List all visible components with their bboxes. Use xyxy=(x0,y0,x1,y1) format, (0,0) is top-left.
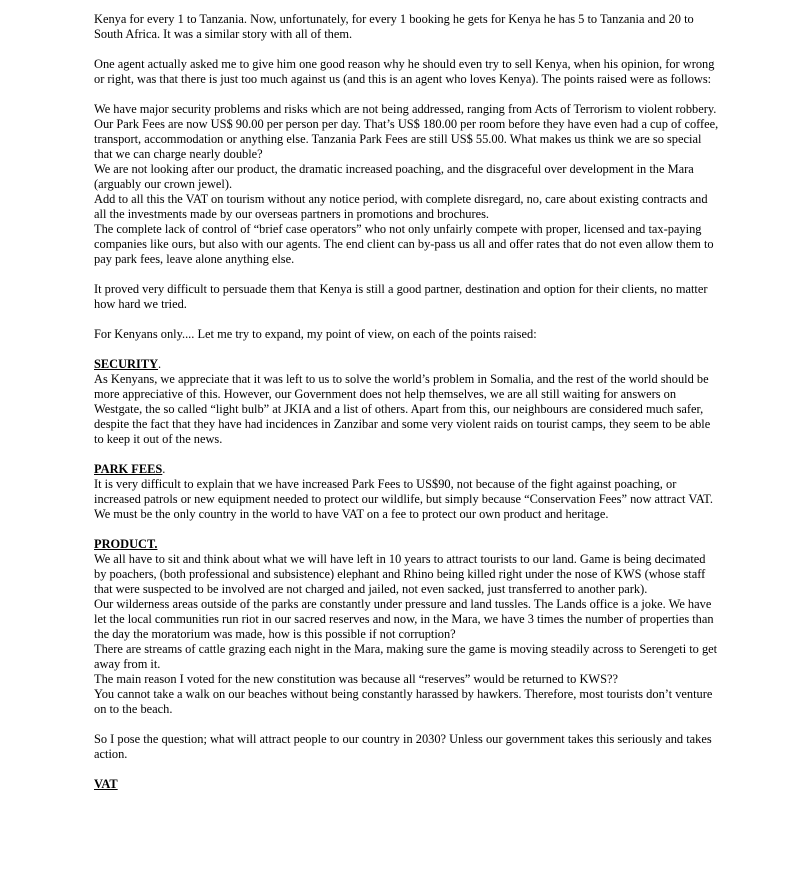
question-paragraph: So I pose the question; what will attract people to our country in 2030? Unless our government takes this seriously and takes action. xyxy=(94,732,712,761)
product-paragraph: We all have to sit and think about what we will have left in 10 years to attract tourists to our land. Game is being decimated by poachers, (both professional and subsistence) elephant and Rhino being killed right under the nose of KWS (whose staff that were suspected to be involved are not charged and jailed, not even sacked, just transferred to another park). xyxy=(94,552,706,596)
park-fees-section xyxy=(94,462,720,522)
security-heading-punct: . xyxy=(158,357,162,371)
point-security: We have major security problems and risks which are not being addressed, ranging from Acts of Terrorism to violent robbery. xyxy=(94,102,717,116)
vat-heading: VAT xyxy=(94,777,118,791)
product-paragraph: Our wilderness areas outside of the parks are constantly under pressure and land tussles. The Lands office is a joke. We have let the local communities run riot in our sacred reserves and now, in the Mara, we have 3 times the number of properties than the day the moratorium was made, how is this possible if not corruption? xyxy=(94,597,714,641)
security-heading-line xyxy=(94,357,720,372)
point-brief-case-operators: The complete lack of control of “brief case operators” who not only unfairly compete with proper, licensed and tax-paying companies like ours, but also with our agents. The end client can by-pass us all and offer rates that do not even allow them to pay park fees, leave alone anything else. xyxy=(94,222,714,266)
document-page xyxy=(94,12,720,792)
park-fees-heading: PARK FEES xyxy=(94,462,163,476)
park-fees-heading-line xyxy=(94,462,720,477)
product-paragraph: There are streams of cattle grazing each night in the Mara, making sure the game is moving steadily across to Serengeti to get away from it. xyxy=(94,642,718,671)
intro-paragraph-2: One agent actually asked me to give him one good reason why he should even try to sell Kenya, when his opinion, for wrong or right, was that there is just too much against us (and this is an agent who loves Kenya). The points raised were as follows: xyxy=(94,57,715,86)
vat-section xyxy=(94,777,720,792)
persuade-paragraph: It proved very difficult to persuade them that Kenya is still a good partner, destination and option for their clients, no matter how hard we tried. xyxy=(94,282,708,311)
product-section xyxy=(94,537,720,717)
kenyans-paragraph: For Kenyans only.... Let me try to expand, my point of view, on each of the points raised: xyxy=(94,327,537,341)
park-fees-text: It is very difficult to explain that we have increased Park Fees to US$90, not because of the fight against poaching, or increased patrols or new equipment needed to protect our wildlife, but simply because “Conservation Fees” now attract VAT. We must be the only country in the world to have VAT on a fee to protect our own product and heritage. xyxy=(94,477,714,521)
product-heading: PRODUCT. xyxy=(94,537,158,551)
security-section xyxy=(94,357,720,447)
security-text: As Kenyans, we appreciate that it was left to us to solve the world’s problem in Somalia, and the rest of the world should be more appreciative of this. However, our Government does not help themselves, we are all still waiting for answers on Westgate, the so called “light bulb” at JKIA and a list of others. Apart from this, our neighbours are considered much safer, despite the fact that they have had incidences in Zanzibar and some very violent raids on tourist camps, they seem to be able to keep it out of the news. xyxy=(94,372,711,446)
product-paragraph: You cannot take a walk on our beaches without being constantly harassed by hawkers. Therefore, most tourists don’t venture on to the beach. xyxy=(94,687,713,716)
point-vat: Add to all this the VAT on tourism without any notice period, with complete disregard, no, care about existing contracts and all the investments made by our overseas partners in promotions and brochures. xyxy=(94,192,708,221)
point-park-fees: Our Park Fees are now US$ 90.00 per person per day. That’s US$ 180.00 per room before they have even had a cup of coffee, transport, accommodation or anything else. Tanzania Park Fees are still US$ 55.00. What makes us think we are so special that we can charge nearly double? xyxy=(94,117,719,161)
raised-points-list xyxy=(94,102,720,267)
intro-paragraph-1: Kenya for every 1 to Tanzania. Now, unfortunately, for every 1 booking he gets for Kenya he has 5 to Tanzania and 20 to South Africa. It was a similar story with all of them. xyxy=(94,12,694,41)
product-heading-line xyxy=(94,537,720,552)
park-fees-heading-punct: . xyxy=(162,462,166,476)
point-product: We are not looking after our product, the dramatic increased poaching, and the disgraceful over development in the Mara (arguably our crown jewel). xyxy=(94,162,694,191)
security-heading: SECURITY xyxy=(94,357,159,371)
vat-heading-line xyxy=(94,777,720,792)
product-paragraph: The main reason I voted for the new constitution was because all “reserves” would be returned to KWS?? xyxy=(94,672,619,686)
